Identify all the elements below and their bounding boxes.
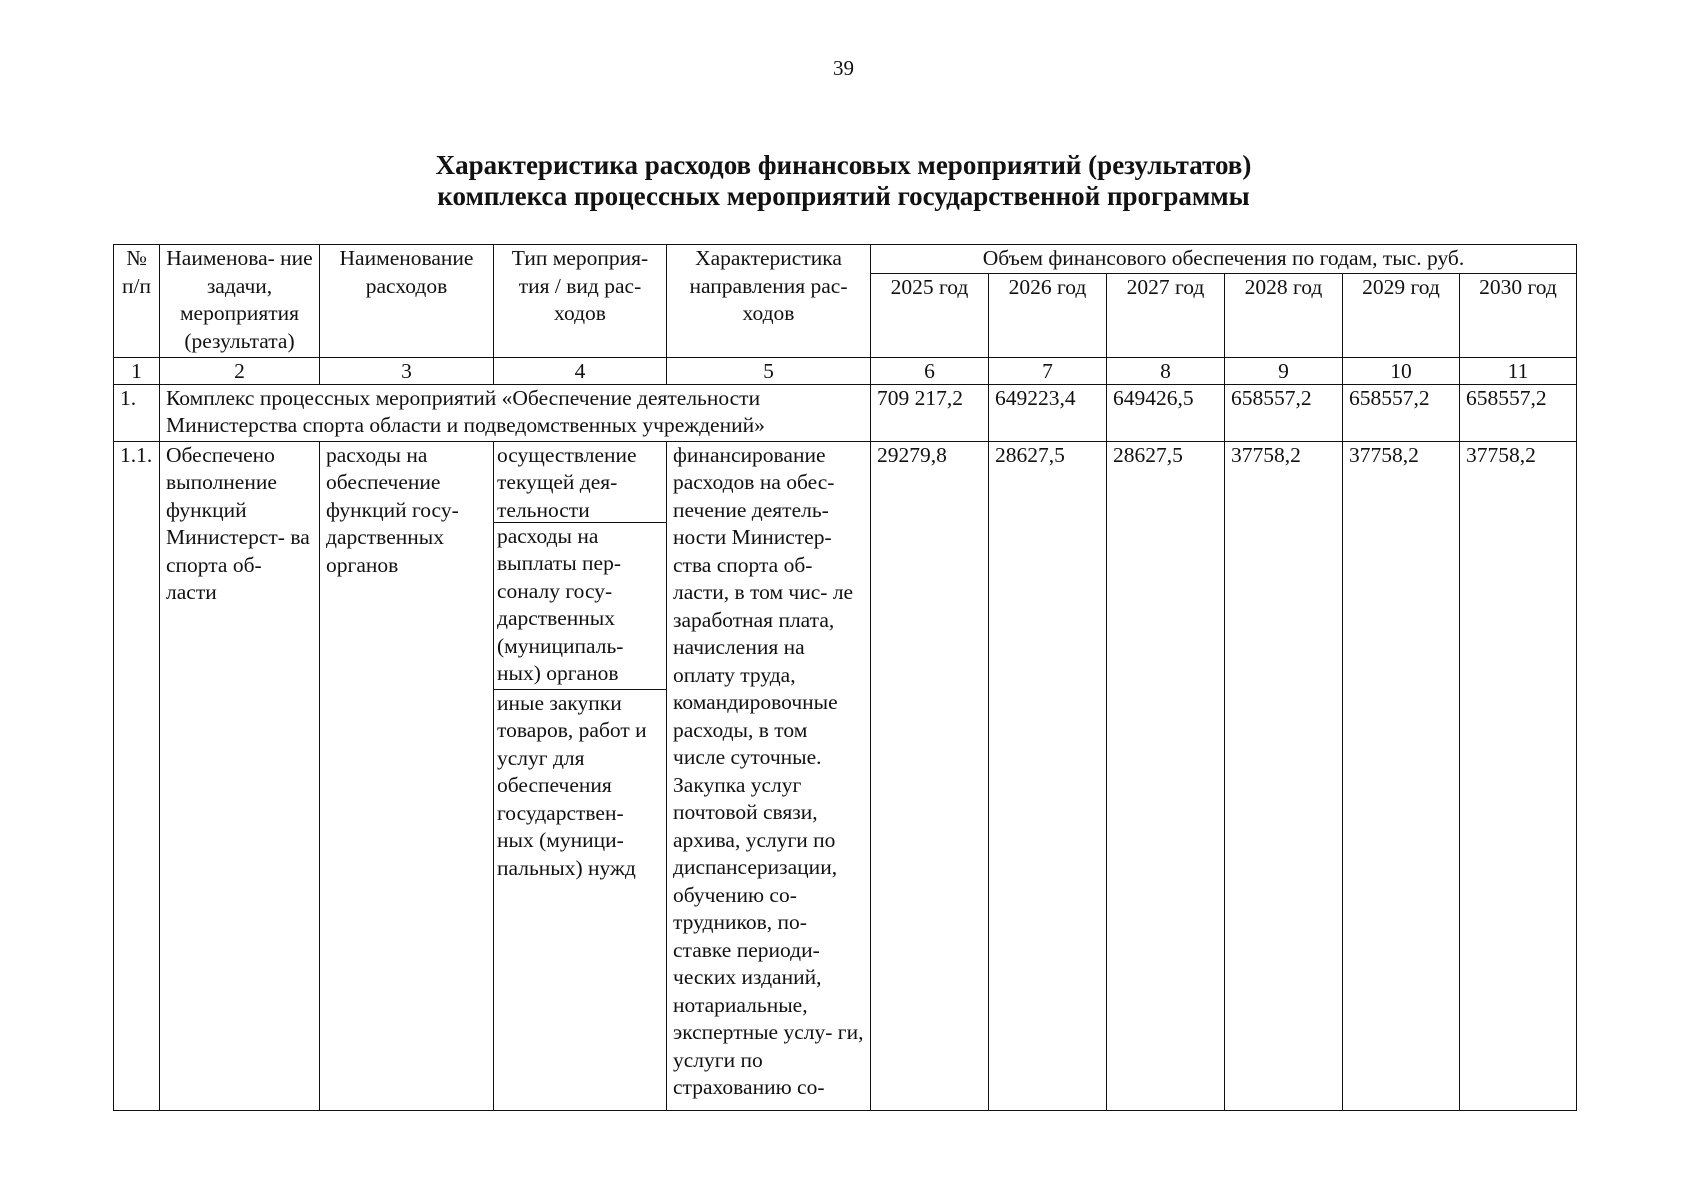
- column-index: 10: [1343, 357, 1460, 384]
- value-2028: 37758,2: [1225, 441, 1343, 1110]
- column-index: 1: [114, 357, 160, 384]
- expense-type-personnel: расходы на выплаты пер- соналу госу- дарственных (муниципаль- ных) органов: [494, 523, 666, 690]
- row-number: 1.: [114, 384, 160, 441]
- value-2026: 649223,4: [989, 384, 1107, 441]
- column-index: 8: [1107, 357, 1225, 384]
- header-year-2028: 2028 год: [1225, 273, 1343, 357]
- header-expense-name: Наименование расходов: [320, 245, 494, 358]
- expense-type-activity: осуществление текущей дея- тельности: [494, 442, 666, 523]
- header-year-2027: 2027 год: [1107, 273, 1225, 357]
- title-line-1: Характеристика расходов финансовых мероприятий (результатов): [435, 150, 1252, 180]
- table-row: [114, 441, 1577, 1110]
- header-year-2029: 2029 год: [1343, 273, 1460, 357]
- complex-name: Комплекс процессных мероприятий «Обеспечение деятельности Министерства спорта области и подведомственных учреждений»: [160, 384, 871, 441]
- header-row-1: [114, 245, 1577, 274]
- column-index: 4: [494, 357, 667, 384]
- expense-name: расходы на обеспечение функций госу- дарственных органов: [320, 441, 494, 1110]
- column-index: 9: [1225, 357, 1343, 384]
- value-2028: 658557,2: [1225, 384, 1343, 441]
- header-num: № п/п: [114, 245, 160, 358]
- header-year-2025: 2025 год: [871, 273, 989, 357]
- header-volume: Объем финансового обеспечения по годам, тыс. руб.: [871, 245, 1577, 274]
- value-2029: 658557,2: [1343, 384, 1460, 441]
- expense-type-cell: [494, 441, 667, 1110]
- task-name: Обеспечено выполнение функций Министерст- ва спорта об- ласти: [160, 441, 320, 1110]
- column-index: 11: [1460, 357, 1577, 384]
- value-2027: 649426,5: [1107, 384, 1225, 441]
- value-2027: 28627,5: [1107, 441, 1225, 1110]
- value-2025: 29279,8: [871, 441, 989, 1110]
- header-type: Тип мероприя- тия / вид рас- ходов: [494, 245, 667, 358]
- document-title: [0, 150, 1687, 212]
- value-2026: 28627,5: [989, 441, 1107, 1110]
- value-2025: 709 217,2: [871, 384, 989, 441]
- header-year-2030: 2030 год: [1460, 273, 1577, 357]
- column-index-row: [114, 357, 1577, 384]
- header-characteristic: Характеристика направления рас- ходов: [667, 245, 871, 358]
- column-index: 7: [989, 357, 1107, 384]
- value-2030: 37758,2: [1460, 441, 1577, 1110]
- column-index: 2: [160, 357, 320, 384]
- header-task: Наименова- ние задачи, мероприятия (результата): [160, 245, 320, 358]
- column-index: 3: [320, 357, 494, 384]
- title-line-2: комплекса процессных мероприятий государственной программы: [437, 181, 1250, 211]
- table-row: [114, 384, 1577, 441]
- value-2030: 658557,2: [1460, 384, 1577, 441]
- expense-characteristic: финансирование расходов на обес- печение деятель- ности Министер- ства спорта об- ласти, в том чис- ле заработная плата, начисления на оплату труда, командировочные расходы, в том числе суточные. Закупка услуг почтовой связи, архива, услуги по диспансеризации, обучению со- трудников, по- ставке периоди- ческих изданий, нотариальные, экспертные услу- ги, услуги по страхованию со-: [667, 441, 871, 1110]
- column-index: 5: [667, 357, 871, 384]
- row-number: 1.1.: [114, 441, 160, 1110]
- column-index: 6: [871, 357, 989, 384]
- header-year-2026: 2026 год: [989, 273, 1107, 357]
- page-number: 39: [833, 56, 854, 80]
- value-2029: 37758,2: [1343, 441, 1460, 1110]
- expenses-table: [113, 244, 1577, 1111]
- expense-type-procurement: иные закупки товаров, работ и услуг для обеспечения государствен- ных (муници- пальных) нужд: [497, 690, 647, 880]
